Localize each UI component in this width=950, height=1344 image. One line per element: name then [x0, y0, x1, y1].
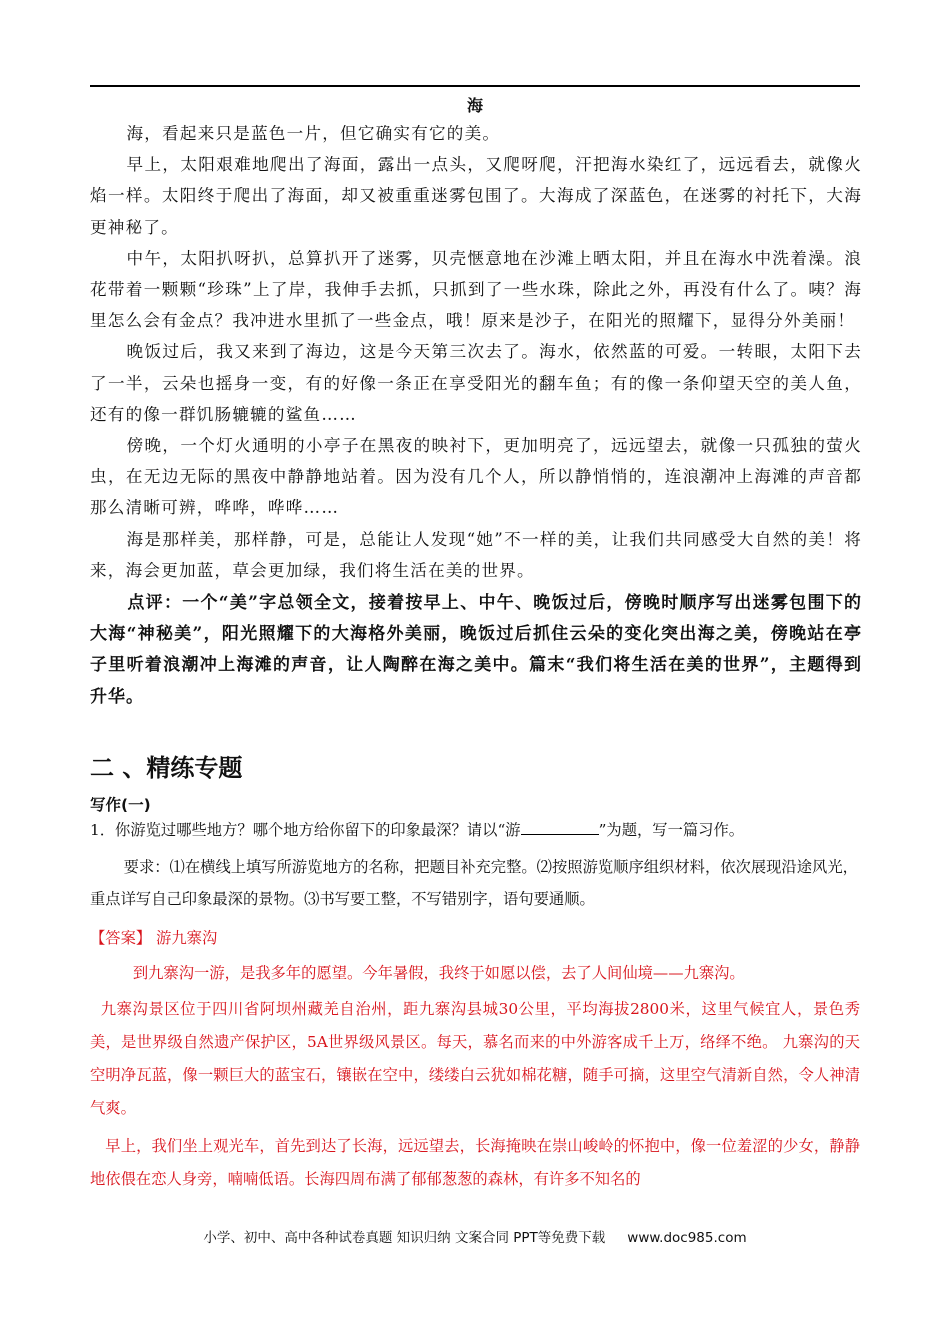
answer-tag: 【答案】: [90, 929, 152, 947]
essay-paragraph: 晚饭过后，我又来到了海边，这是今天第三次去了。海水，依然蓝的可爱。一转眼，太阳下去了一半，云朵也摇身一变，有的好像一条正在享受阳光的翻车鱼；有的像一条仰望天空的美人鱼，还有的像一群饥肠辘辘的鲨鱼……: [90, 342, 862, 424]
question-prompt: [90, 816, 865, 844]
answer-title: 游九寨沟: [156, 929, 218, 947]
section-heading: 二 、精练专题: [90, 754, 243, 782]
essay-paragraph: 海是那样美，那样静，可是，总能让人发现“她”不一样的美，让我们共同感受大自然的美！将来，海会更加蓝，草会更加绿，我们将生活在美的世界。: [90, 529, 862, 580]
answer-paragraph: 到九寨沟一游，是我多年的愿望。今年暑假，我终于如愿以偿，去了人间仙境——九寨沟。: [132, 964, 745, 982]
question-prompt-after: ”为题，写一篇习作。: [598, 821, 745, 839]
essay-paragraph: 傍晚，一个灯火通明的小亭子在黑夜的映衬下，更加明亮了，远远望去，就像一只孤独的萤火虫，在无边无际的黑夜中静静地站着。因为没有几个人，所以静悄悄的，连浪潮冲上海滩的声音都那么清晰可辨，哗哗，哗哗……: [90, 436, 862, 518]
answer-paragraph: 九寨沟景区位于四川省阿坝州藏羌自治州，距九寨沟县城30公里，平均海拔2800米，这里气候宜人，景色秀美，是世界级自然遗产保护区，5A世界级风景区。每天，慕名而来的中外游客成千上万，络绎不绝。 九寨沟的天空明净瓦蓝，像一颗巨大的蓝宝石，镶嵌在空中，缕缕白云犹如棉花糖，随手可摘，这里空气清新自然，令人神清气爽。: [90, 1000, 860, 1117]
essay-body: [90, 118, 862, 713]
question-block: [90, 816, 865, 915]
header-rule: [90, 85, 860, 87]
footer-url[interactable]: www.doc985.com: [627, 1230, 747, 1246]
essay-paragraph: 海，看起来只是蓝色一片，但它确实有它的美。: [126, 124, 501, 143]
essay-paragraph: 中午，太阳扒呀扒，总算扒开了迷雾，贝壳惬意地在沙滩上晒太阳，并且在海水中洗着澡。浪花带着一颗颗“珍珠”上了岸，我伸手去抓，只抓到了一些水珠，除此之外，再没有什么了。咦？海里怎么会有金点？我冲进水里抓了一些金点，哦！原来是沙子，在阳光的照耀下，显得分外美丽！: [90, 248, 862, 331]
essay-paragraph: 早上，太阳艰难地爬出了海面，露出一点头，又爬呀爬，汗把海水染红了，远远看去，就像火焰一样。太阳终于爬出了海面，却又被重重迷雾包围了。大海成了深蓝色，在迷雾的衬托下，大海更神秘了。: [90, 155, 862, 237]
answer-block: [90, 924, 860, 1196]
title-blank: [521, 820, 599, 835]
question-requirements: 要求：⑴在横线上填写所游览地方的名称，把题目补充完整。⑵按照游览顺序组织材料，依次展现沿途风光，重点详写自己印象最深的景物。⑶书写要工整，不写错别字，语句要通顺。: [90, 858, 858, 908]
answer-paragraph: 早上，我们坐上观光车，首先到达了长海，远远望去，长海掩映在崇山峻岭的怀抱中，像一位羞涩的少女，静静地依偎在恋人身旁，喃喃低语。长海四周布满了郁郁葱葱的森林，有许多不知名的: [90, 1137, 860, 1188]
footer-text: 小学、初中、高中各种试卷真题 知识归纳 文案合同 PPT等免费下载: [203, 1230, 606, 1246]
answer-header: [90, 924, 860, 952]
section-subheading: 写作(一): [90, 796, 151, 814]
essay-title: 海: [466, 96, 483, 115]
essay-comment: 点评：一个“美”字总领全文，接着按早上、中午、晚饭过后，傍晚时顺序写出迷雾包围下的大海“神秘美”，阳光照耀下的大海格外美丽，晚饭过后抓住云朵的变化突出海之美，傍晚站在亭子里听着浪潮冲上海滩的声音，让人陶醉在海之美中。篇末“我们将生活在美的世界”，主题得到升华。: [90, 593, 862, 707]
question-prompt-before: 1．你游览过哪些地方？哪个地方给你留下的印象最深？请以“游: [90, 821, 521, 839]
page-footer: [0, 1226, 950, 1246]
